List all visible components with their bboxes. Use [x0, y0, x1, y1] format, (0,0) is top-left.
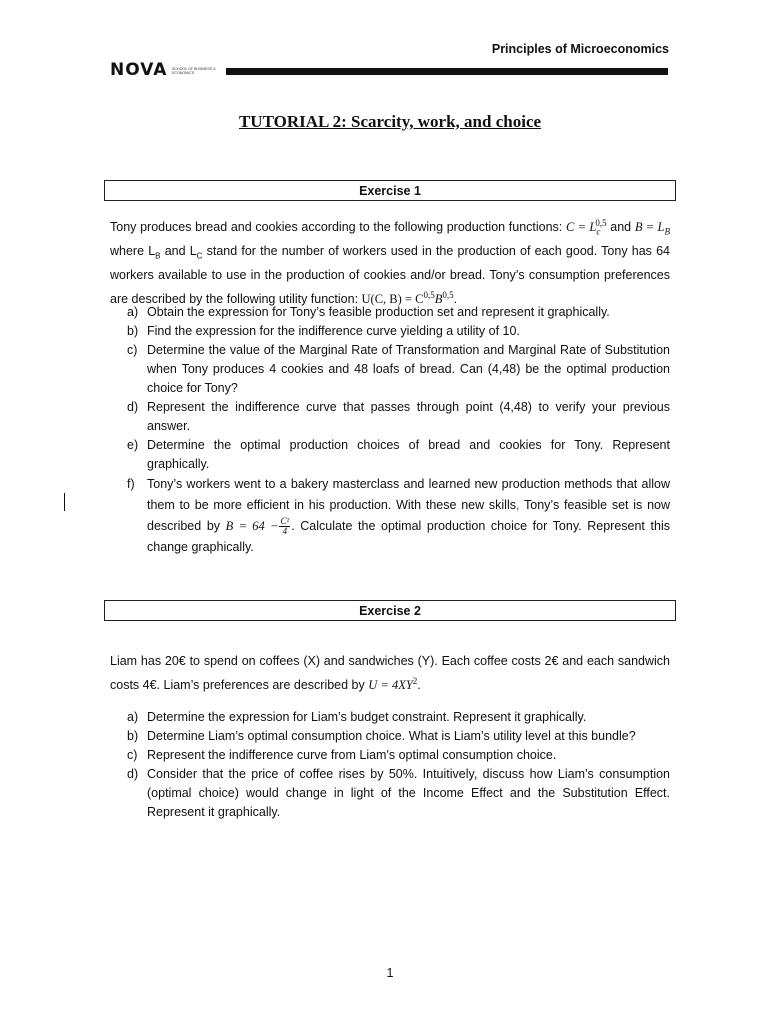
exercise-1-intro: Tony produces bread and cookies according to the following production functions: $C = L_c^{0,5}$ and $B = L_B$ where $L_B$ and $L_C$ stand for the number of workers used in the production of each good. Tony has 64 workers available to use in the production of cookies and/or bread. Tony’s consumption preferences are described by the following utility function: U(C, $B) = C^{0,5}B^{0,5}$.: [110, 218, 670, 306]
exercise-1-heading: Exercise 1: [104, 180, 676, 201]
exercise-2-intro: Liam has 20€ to spend on coffees (X) and sandwiches (Y). Each coffee costs 2€ and each sandwich costs 4€. Liam’s preferences are described by $U = 4XY^2$.: [110, 654, 670, 692]
page-title: TUTORIAL 2: Scarcity, work, and choice: [238, 112, 542, 131]
logo-subtitle: SCHOOL OF BUSINESS & ECONOMICS: [172, 67, 216, 75]
logo-text: NOVA: [110, 60, 168, 80]
list-item: b) Determine Liam’s optimal consumption choice. What is Liam’s utility level at this bundle?: [127, 729, 636, 743]
fraction: $\frac{\text{C²}}{4}$: [280, 516, 290, 537]
page-number: 1: [386, 966, 394, 980]
list-item: d) Represent the indifference curve that passes through point (4,48) to verify your previous answer.: [127, 400, 670, 433]
list-item: f) Tony’s workers went to a bakery masterclass and learned new production methods that allow them to be more efficient in his production. With these new skills, Tony’s feasible set is now described by B = 64 − $\frac{\text{C²}}{4}$ . Calculate the optimal production choice for Tony. Represent this change graphically.: [127, 477, 670, 554]
list-item: c) Determine the value of the Marginal Rate of Transformation and Marginal Rate of Substitution when Tony produces 4 cookies and 48 loafs of bread. Can (4,48) be the optimal production choice for Tony?: [127, 343, 670, 395]
list-item: c) Represent the indifference curve from Liam's optimal consumption choice.: [127, 748, 557, 762]
course-title: Principles of Microeconomics: [491, 42, 669, 56]
list-item: e) Determine the optimal production choices of bread and cookies for Tony. Represent graphically.: [127, 438, 670, 471]
list-item: a) Obtain the expression for Tony’s feasible production set and represent it graphically.: [127, 305, 610, 319]
nova-logo: [110, 60, 216, 82]
exercise-2-list: [110, 708, 670, 822]
list-item: d) Consider that the price of coffee rises by 50%. Intuitively, discuss how Liam’s consumption (optimal choice) would change in light of the Income Effect and the Substitution Effect. Represent it graphically.: [127, 767, 670, 819]
exercise-2-heading: Exercise 2: [104, 600, 676, 621]
exercise-1-list: [110, 303, 670, 558]
header-rule: [226, 68, 668, 75]
list-item: a) Determine the expression for Liam’s budget constraint. Represent it graphically.: [127, 710, 587, 724]
list-item: b) Find the expression for the indifference curve yielding a utility of 10.: [127, 324, 520, 338]
text-cursor: [64, 493, 65, 511]
